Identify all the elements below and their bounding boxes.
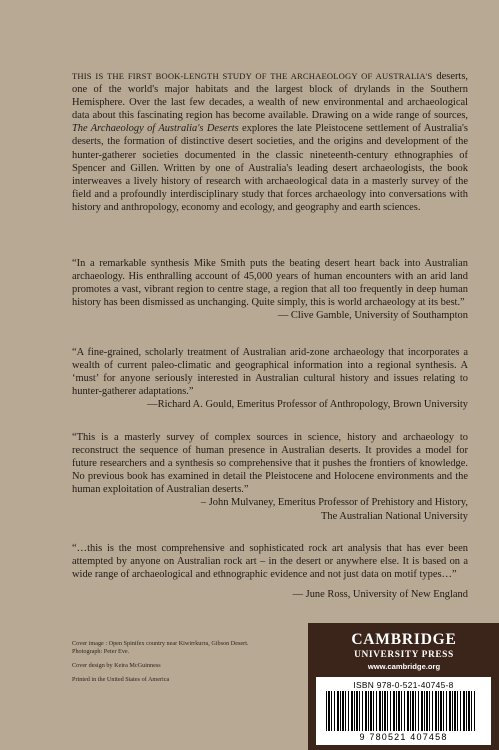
- isbn-barcode: [316, 677, 491, 745]
- publisher-url: www.cambridge.org: [367, 662, 441, 671]
- quote-attribution: — June Ross, University of New England: [292, 589, 468, 601]
- description-part-2: explores the late Pleistocene settlement of Australia's deserts, the formation of distinctive desert societies, and the origins and development of the hunter-gatherer societies documented in the classic nineteenth-century ethnographies of Spencer and Gillen. Written by one of Australia's leading desert archaeologists, the book interweaves a lively history of research with archaeological data in a masterly survey of the field and a profoundly interdisciplinary study that forces archaeology into conversations with history and anthropology, economy and ecology, and geography and earth sciences.: [72, 123, 468, 213]
- review-quote-1: [72, 257, 468, 322]
- quote-text: “A fine-grained, scholarly treatment of Australian arid-zone archaeology that incorporates a wealth of current paleo-climatic and geographical information into a regional synthesis. A ‘must’ for anyone seriously interested in Australian cultural history and issues relating to hunter-gatherer adaptations.”: [72, 347, 468, 398]
- publisher-box: [308, 623, 499, 750]
- book-title: The Archaeology of Australia's Deserts: [72, 123, 239, 135]
- ean-digits: 9 780521 407458: [359, 732, 448, 742]
- cover-image-credit: Cover image : Open Spinifex country near Kiwirrkurra, Gibson Desert.: [72, 640, 249, 647]
- quote-text: “This is a masterly survey of complex sources in science, history and archaeology to reconstruct the sequence of human presence in Australian deserts. It provides a model for future researchers and a synthesis so comprehensive that it pushes the frontiers of knowledge. No previous book has examined in detail the Pleistocene and Holocene environments and the human exploitation of Australian deserts.”: [72, 432, 468, 496]
- photograph-credit: Photograph: Peter Eve.: [72, 648, 130, 656]
- isbn-number: ISBN 978-0-521-40745-8: [353, 680, 454, 690]
- review-quote-4: [72, 542, 468, 601]
- review-quote-3: [72, 431, 468, 523]
- review-quote-2: [72, 346, 468, 411]
- printed-in: Printed in the United States of America: [72, 676, 170, 684]
- description-part-1: deserts, one of the world's major habitats and the largest block of drylands in the Southern Hemisphere. Over the last few decades, a wealth of new environmental and archaeological data about this fascinating region has become available. Drawing on a wide range of sources,: [72, 71, 469, 122]
- description-lead: THIS IS THE FIRST BOOK-LENGTH STUDY OF THE ARCHAEOLOGY OF AUSTRALIA'S: [72, 71, 433, 81]
- quote-text: “In a remarkable synthesis Mike Smith puts the beating desert heart back into Australian archaeology. His enthralling account of 45,000 years of human encounters with an arid land promotes a vast, vibrant region to centre stage, a region that all too frequently in deep human history has been dismissed as unchanging. Quite simply, this is world archaeology at its best.”: [72, 258, 468, 309]
- publisher-logo: CAMBRIDGE: [351, 631, 457, 648]
- cover-design-credit: Cover design by Keira McGuinness: [72, 662, 161, 670]
- quote-attribution: — Clive Gamble, University of Southampton: [277, 310, 468, 322]
- publisher-subtitle: UNIVERSITY PRESS: [354, 650, 454, 660]
- quote-text: “…this is the most comprehensive and sophisticated rock art analysis that has ever been attempted by anyone on Australian rock art – in the desert or anywhere else. It is based on a wide range of archaeological and ethnographic evidence and not just data on motif types…”: [72, 543, 468, 581]
- quote-attribution-affiliation: The Australian National University: [321, 510, 468, 522]
- barcode-bars: [326, 691, 476, 731]
- book-description: [72, 70, 468, 214]
- cover-credits: [72, 640, 302, 690]
- quote-attribution: – John Mulvaney, Emeritus Professor of Prehistory and History,: [200, 497, 468, 509]
- quote-attribution: —Richard A. Gould, Emeritus Professor of Anthropology, Brown University: [147, 399, 468, 411]
